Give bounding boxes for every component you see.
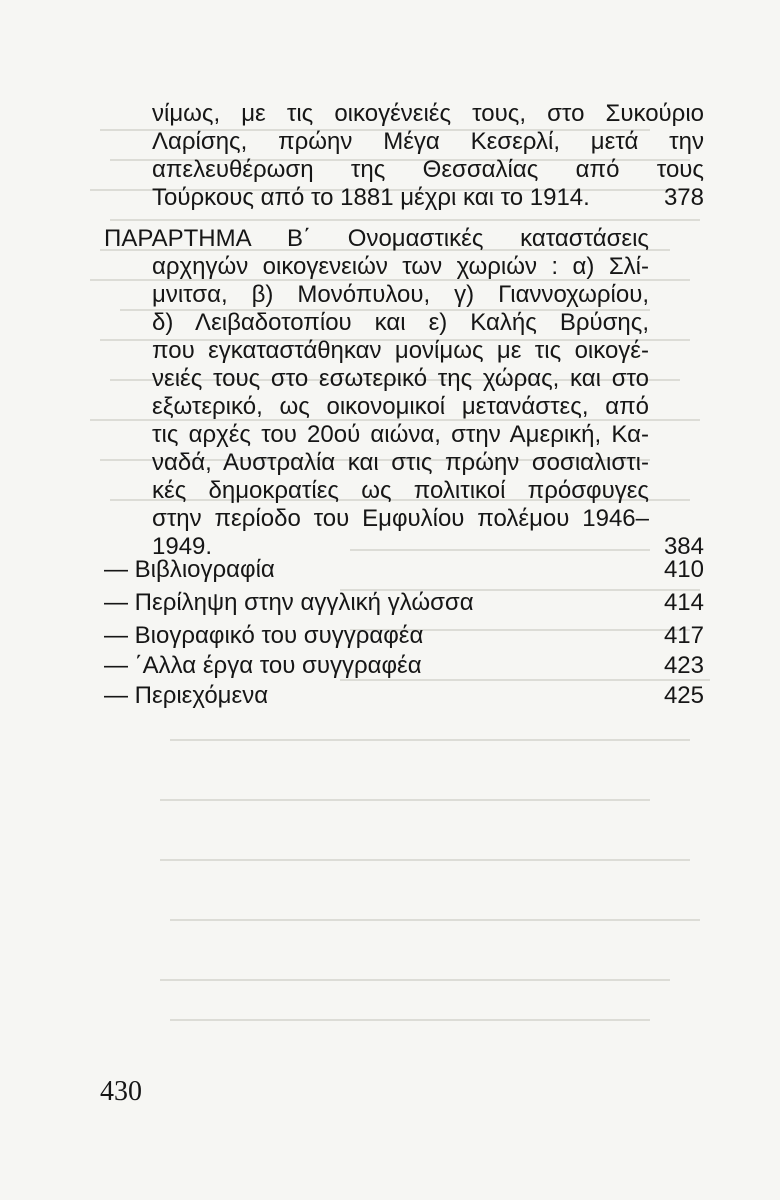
toc-line: Τούρκους από το 1881 μέχρι και το 1914. 378 [152,184,704,211]
page-ref: 425 [663,682,704,709]
page-ref: 423 [663,652,704,679]
toc-line: τις αρχές του 20ού αιώνα, στην Αμερική, Κα- [152,421,649,448]
toc-line: που εγκαταστάθηκαν μονίμως με τις οικογέ- [152,337,649,364]
toc-line: ναδά, Αυστραλία και στις πρώην σοσιαλιστι- [152,449,649,476]
toc-entry-continued [104,100,704,212]
toc-line: ΠΑΡΑΡΤΗΜΑ Β΄ Ονομαστικές καταστάσεις [104,225,649,252]
toc-line: απελευθέρωση της Θεσσαλίας από τους [152,156,704,183]
page-ref: 417 [663,622,704,649]
toc-line: — Περιεχόμενα 425 [104,682,704,709]
toc-entry-contents [104,682,704,710]
toc-line: 1949. 384 [152,533,704,560]
page-ref: 384 [663,533,704,560]
toc-line: κές δημοκρατίες ως πολιτικοί πρόσφυγες [152,477,649,504]
toc-entry-other-works [104,652,704,680]
toc-line: στην περίοδο του Εμφυλίου πολέμου 1946– [152,505,649,532]
toc-line: δ) Λειβαδοτοπίου και ε) Καλής Βρύσης, [152,309,649,336]
toc-line: νίμως, με τις οικογένειές τους, στο Συκούριο [152,100,704,127]
toc-line: μνιτσα, β) Μονόπυλου, γ) Γιαννοχωρίου, [152,281,649,308]
toc-entry-author-bio [104,622,704,650]
page-ref: 378 [663,184,704,211]
toc-line: — Βιογραφικό του συγγραφέα 417 [104,622,704,649]
toc-entry-appendix-b [104,225,704,561]
page-number: 430 [100,1076,142,1107]
toc-entry-bibliography [104,556,704,584]
page-ref: 410 [663,556,704,583]
toc-line: εξωτερικό, ως οικονομικοί μετανάστες, από [152,393,649,420]
toc-line: — Περίληψη στην αγγλική γλώσσα 414 [104,589,704,616]
toc-line: — ΄Αλλα έργα του συγγραφέα 423 [104,652,704,679]
page-ref: 414 [663,589,704,616]
toc-line: — Βιβλιογραφία 410 [104,556,704,583]
toc-line: αρχηγών οικογενειών των χωριών : α) Σλί- [152,253,649,280]
toc-entry-english-summary [104,589,704,617]
toc-line: Λαρίσης, πρώην Μέγα Κεσερλί, μετά την [152,128,704,155]
toc-line: νειές τους στο εσωτερικό της χώρας, και στο [152,365,649,392]
